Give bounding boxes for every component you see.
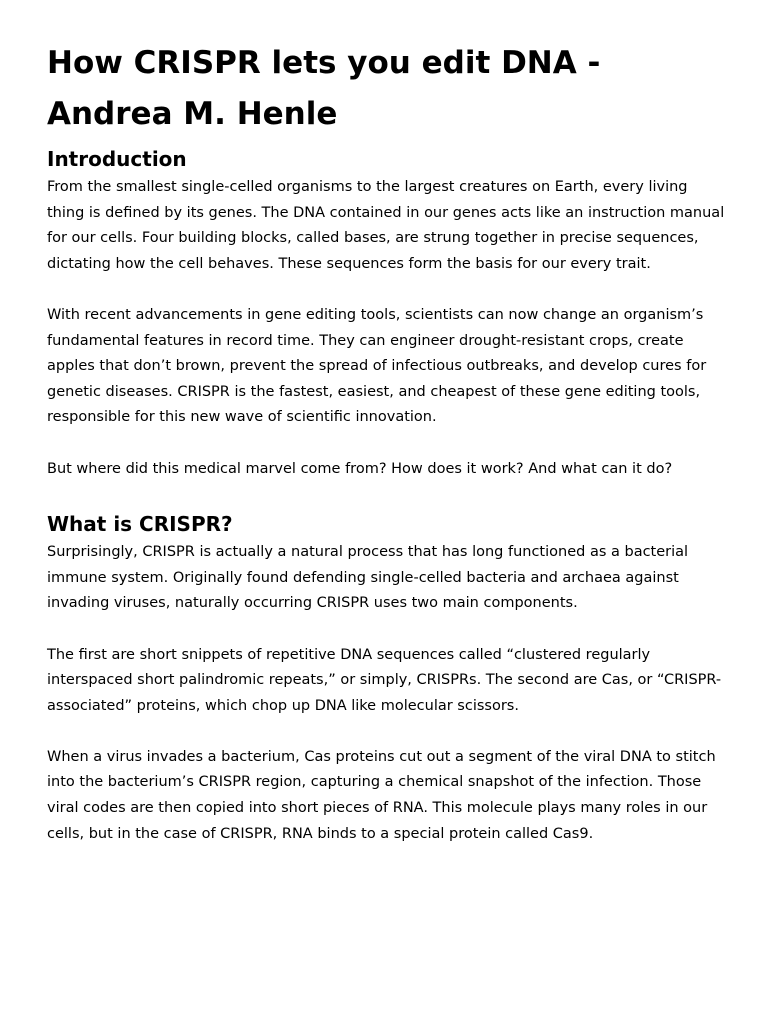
document-title-line-2: Andrea M. Henle xyxy=(47,96,338,132)
paragraph: The first are short snippets of repetitive DNA sequences called “clustered regularly interspaced short palindromic repeats,” or simply, CRISPRs. The second are Cas, or “CRISPR-associated” proteins, which chop up DNA like molecular scissors. xyxy=(47,646,722,714)
paragraph: From the smallest single-celled organisms to the largest creatures on Earth, every living thing is defined by its genes. The DNA contained in our genes acts like an instruction manual for our cells. Four building blocks, called bases, are strung together in precise sequences, dictating how the cell behaves. These sequences form the basis for our every trait. xyxy=(47,179,725,272)
document-title xyxy=(47,38,727,140)
section-what-is-crispr xyxy=(47,512,727,847)
section-heading-introduction: Introduction xyxy=(47,147,187,171)
paragraph: When a virus invades a bacterium, Cas proteins cut out a segment of the viral DNA to stitch into the bacterium’s CRISPR region, capturing a chemical snapshot of the infection. Those viral codes are then copied into short pieces of RNA. This molecule plays many roles in our cells, but in the case of CRISPR, RNA binds to a special protein called Cas9. xyxy=(47,748,716,842)
section-heading-what-is-crispr: What is CRISPR? xyxy=(47,512,233,537)
document-page xyxy=(47,38,727,847)
section-introduction xyxy=(47,147,727,482)
paragraph: But where did this medical marvel come from? How does it work? And what can it do? xyxy=(47,460,673,477)
paragraph: With recent advancements in gene editing tools, scientists can now change an organism’s fundamental features in record time. They can engineer drought-resistant crops, create apples that don’t brown, prevent the spread of infectious outbreaks, and develop cures for genetic diseases. CRISPR is the fastest, easiest, and cheapest of these gene editing tools, responsible for this new wave of scientific innovation. xyxy=(47,306,707,426)
document-title-line-1: How CRISPR lets you edit DNA - xyxy=(47,45,601,81)
paragraph: Surprisingly, CRISPR is actually a natural process that has long functioned as a bacterial immune system. Originally found defending single-celled bacteria and archaea against invading viruses, naturally occurring CRISPR uses two main components. xyxy=(47,544,689,612)
